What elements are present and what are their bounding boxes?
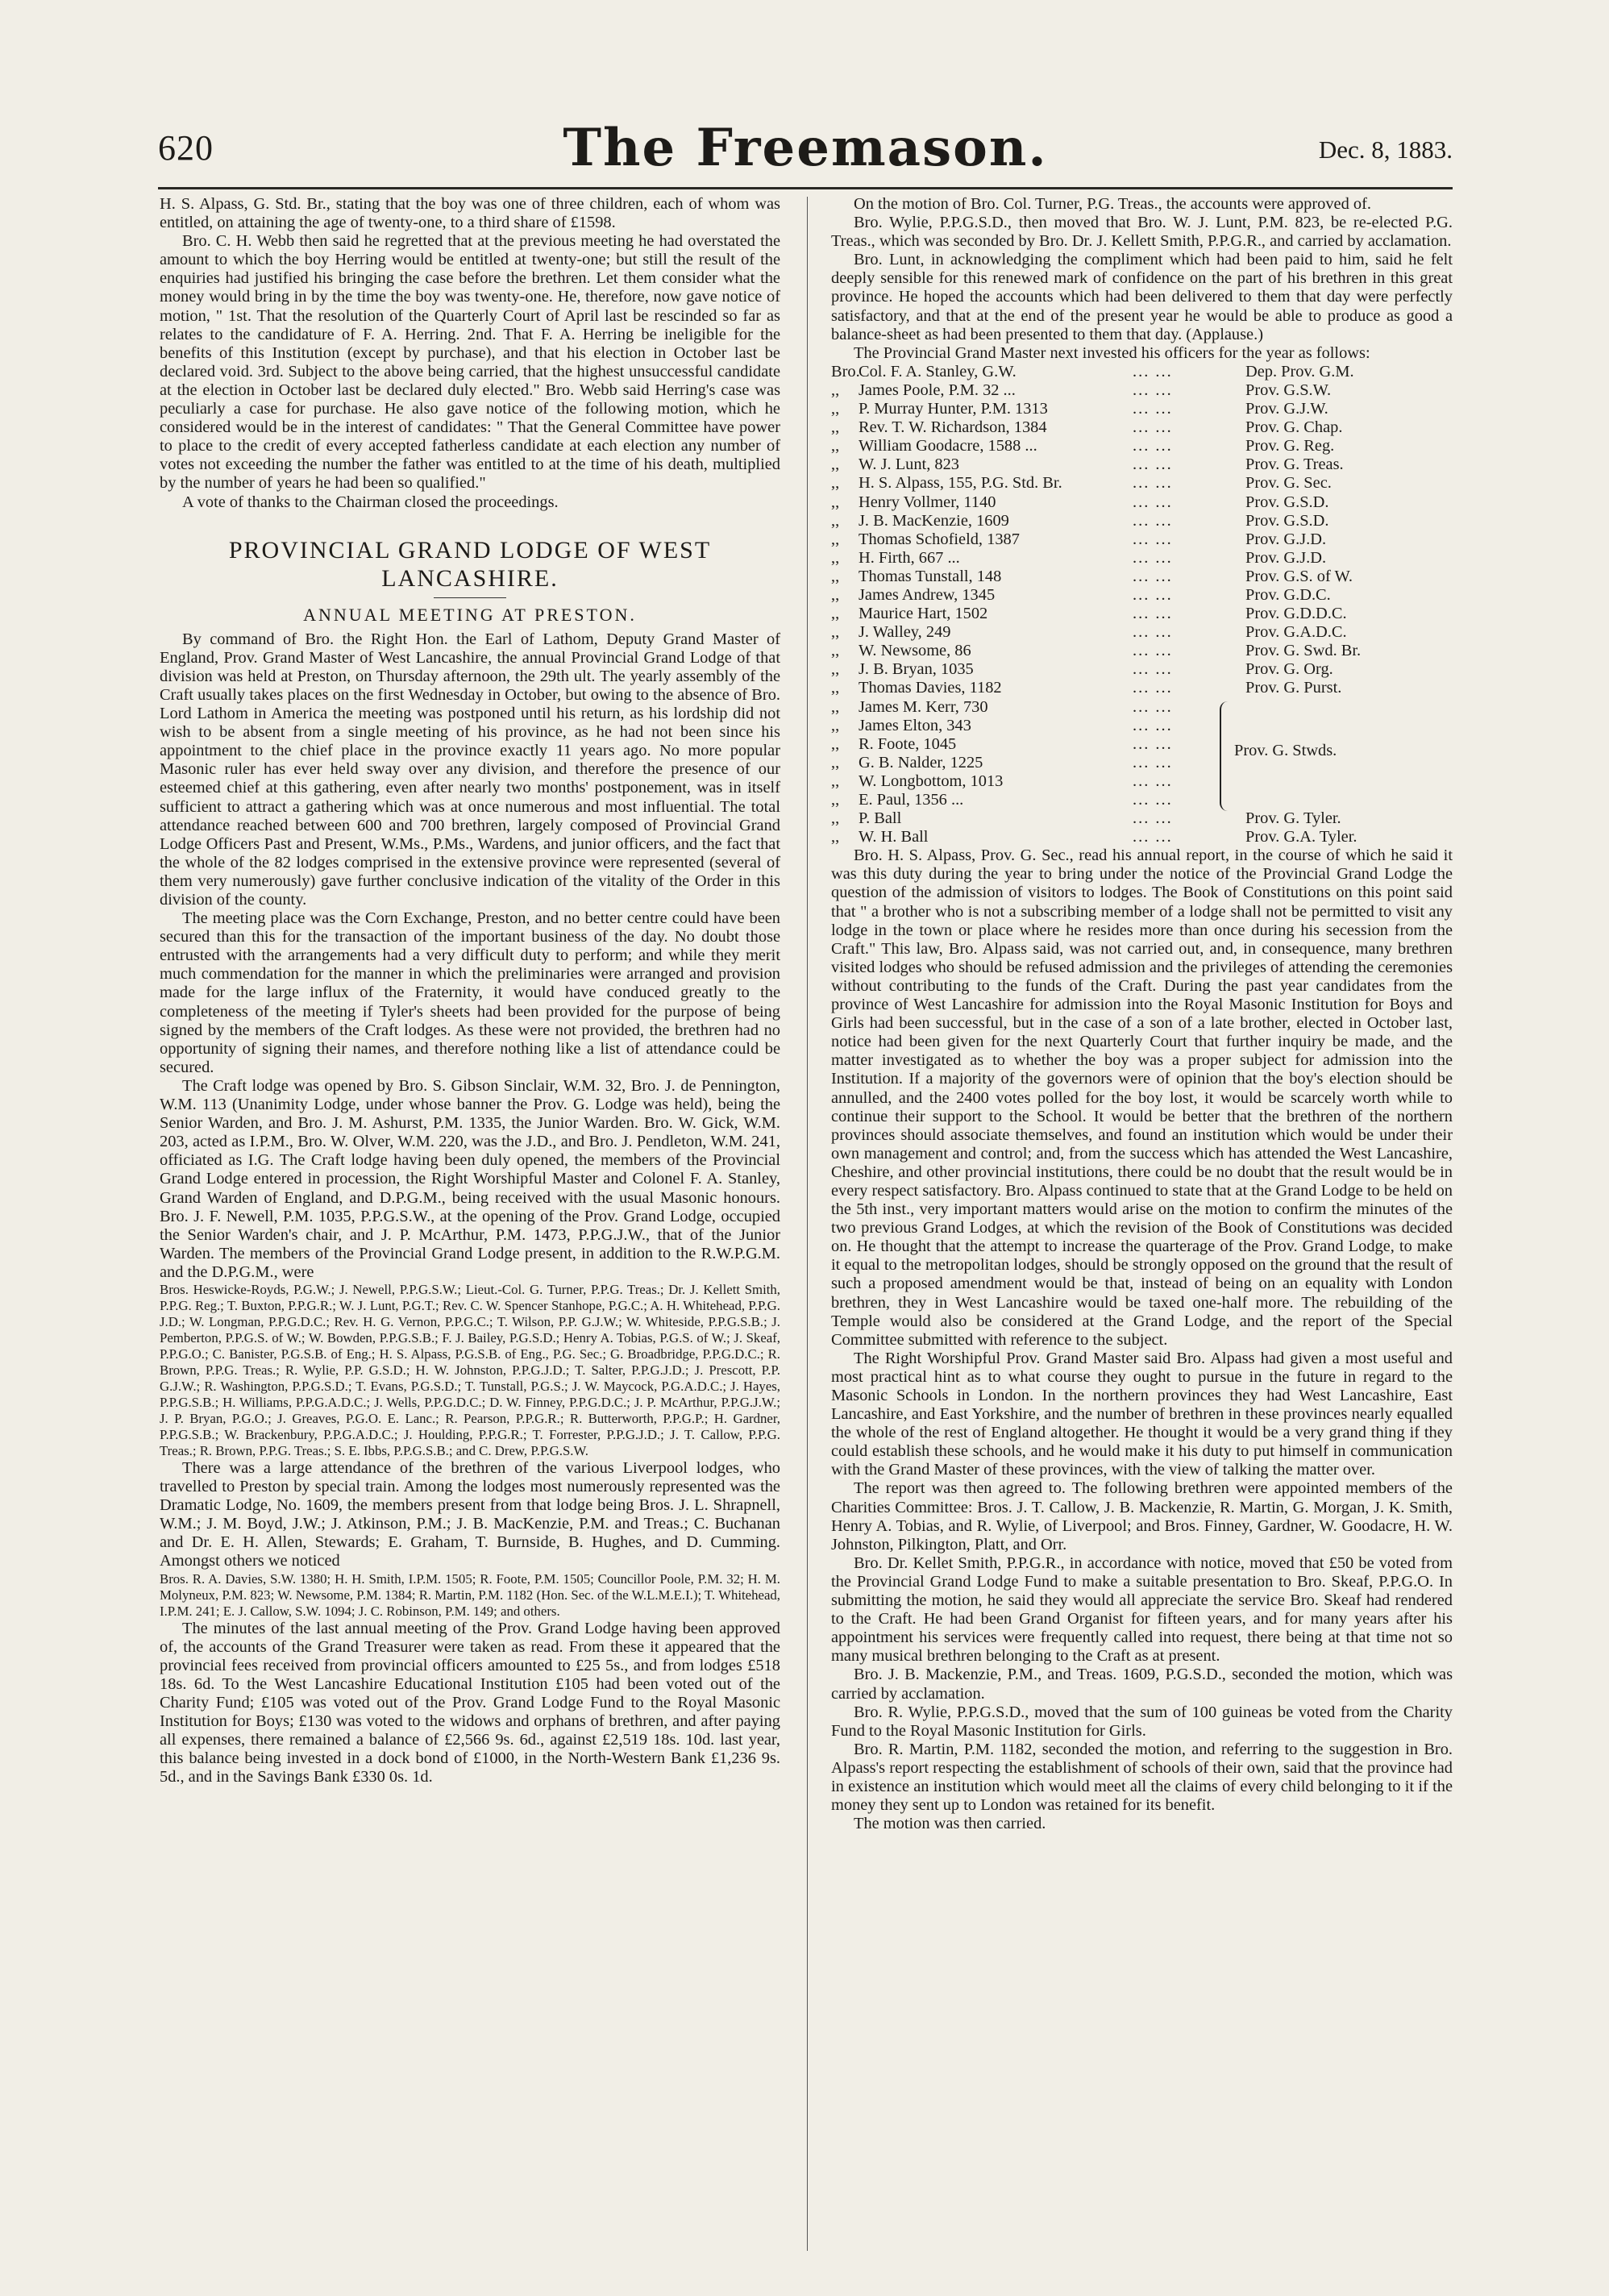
officer-prefix: ,, — [831, 697, 840, 716]
officer-prefix: ,, — [831, 585, 840, 604]
officer-office: Prov. G.A.D.C. — [1245, 623, 1347, 642]
leader-dots: ... ... — [1133, 660, 1173, 679]
paragraph: The Provincial Grand Master next invested his officers for the year as follows: — [854, 343, 1370, 362]
officer-office: Prov. G.D.D.C. — [1245, 605, 1347, 623]
paragraph: H. S. Alpass, G. Std. Br., stating that the boy was one of three children, each of whom was entitled, on attaining the age of twenty-one, to a third share of £1598. — [160, 195, 780, 232]
officer-office: Prov. G. Tyler. — [1245, 809, 1341, 828]
officer-prefix: ,, — [831, 530, 840, 548]
officer-office: Prov. G.J.D. — [1245, 548, 1327, 567]
officer-row — [831, 530, 1453, 549]
officer-row — [831, 828, 1453, 846]
officer-prefix: ,, — [831, 474, 840, 493]
officer-row — [831, 605, 1453, 623]
officer-name: William Goodacre, 1588 ... — [859, 437, 1037, 455]
officer-row — [831, 735, 1453, 754]
paragraph: Bro. J. B. Mackenzie, P.M., and Treas. 1609, P.G.S.D., seconded the motion, which was carried by acclamation. — [831, 1666, 1453, 1703]
officer-row — [831, 623, 1453, 642]
leader-dots: ... ... — [1133, 362, 1173, 381]
officer-prefix: ,, — [831, 828, 840, 846]
officer-name: E. Paul, 1356 ... — [859, 791, 964, 809]
paragraph: Bro. Lunt, in acknowledging the compliment which had been paid to him, said he felt deeply sensible for this renewed mark of confidence on the part of his brethren in this great province. He hoped the accounts which had been delivered to them that day were perfectly satisfactory, and that at the end of the present year he would be able to produce as good a balance-sheet as had been presented to them that day. (Applause.) — [831, 251, 1453, 343]
stewards-group — [831, 698, 1453, 810]
officer-name: Maurice Hart, 1502 — [859, 605, 988, 623]
leader-dots: ... ... — [1133, 697, 1173, 716]
officer-row — [831, 660, 1453, 679]
heading-rule — [434, 597, 506, 598]
officer-office: Prov. G. Purst. — [1245, 679, 1342, 697]
officer-office: Prov. G.S.W. — [1245, 381, 1332, 399]
officer-row — [831, 642, 1453, 660]
officer-prefix: ,, — [831, 623, 840, 642]
leader-dots: ... ... — [1133, 679, 1173, 697]
officer-name: Col. F. A. Stanley, G.W. — [859, 362, 1017, 381]
officer-name: Thomas Schofield, 1387 — [859, 530, 1020, 548]
officer-office: Prov. G. Org. — [1245, 660, 1333, 679]
officer-prefix: ,, — [831, 381, 840, 399]
officer-row — [831, 400, 1453, 418]
officer-name: J. B. MacKenzie, 1609 — [859, 511, 1009, 530]
officer-office: Prov. G. Sec. — [1245, 474, 1332, 493]
leader-dots: ... ... — [1133, 530, 1173, 548]
leader-dots: ... ... — [1133, 585, 1173, 604]
officer-name: James Poole, P.M. 32 ... — [859, 381, 1016, 399]
officer-row — [831, 363, 1453, 381]
officer-name: Thomas Davies, 1182 — [859, 679, 1002, 697]
paragraph: Bro. R. Wylie, P.P.G.S.D., moved that the sum of 100 guineas be voted from the Charity Fund to the Royal Masonic Institution for Girls. — [831, 1703, 1453, 1740]
officer-name: Henry Vollmer, 1140 — [859, 493, 996, 511]
officer-prefix: ,, — [831, 548, 840, 567]
leader-dots: ... ... — [1133, 418, 1173, 437]
officer-row — [831, 586, 1453, 605]
officer-row — [831, 381, 1453, 400]
officer-name: G. B. Nalder, 1225 — [859, 753, 983, 772]
officer-row — [831, 474, 1453, 493]
leader-dots: ... ... — [1133, 642, 1173, 660]
leader-dots: ... ... — [1133, 772, 1173, 790]
leader-dots: ... ... — [1133, 791, 1173, 809]
officer-office: Prov. G.J.W. — [1245, 400, 1328, 418]
officer-prefix: ,, — [831, 679, 840, 697]
page-number: 620 — [158, 128, 214, 168]
masthead — [158, 118, 1453, 190]
officer-prefix: ,, — [831, 642, 840, 660]
officer-prefix: ,, — [831, 511, 840, 530]
leader-dots: ... ... — [1133, 381, 1173, 399]
officer-name: P. Ball — [859, 809, 902, 828]
officer-prefix: ,, — [831, 605, 840, 623]
officer-name: J. B. Bryan, 1035 — [859, 660, 974, 679]
officer-name: James Elton, 343 — [859, 716, 971, 734]
officer-name: P. Murray Hunter, P.M. 1313 — [859, 400, 1048, 418]
leader-dots: ... ... — [1133, 828, 1173, 846]
paragraph: Bro. R. Martin, P.M. 1182, seconded the motion, and referring to the suggestion in Bro. Alpass's report respecting the establishment of schools of their own, said that the province had in existence an institution which would meet all the claims of every child belonging to it if the money they sent up to London was retained for its benefit. — [831, 1740, 1453, 1815]
newspaper-title: The Freemason. — [563, 118, 1048, 178]
officer-row — [831, 493, 1453, 512]
officer-prefix: ,, — [831, 455, 840, 474]
officer-prefix: ,, — [831, 437, 840, 455]
leader-dots: ... ... — [1133, 548, 1173, 567]
paragraph: The minutes of the last annual meeting of the Prov. Grand Lodge having been approved of, the accounts of the Grand Treasurer were taken as read. From these it appeared that the provincial fees received from provincial officers amounted to £25 5s., and from lodges £518 18s. 6d. To the West Lancashire Educational Institution £105 had been voted out of the Charity Fund; £105 was voted out of the Prov. Grand Lodge Fund to the Royal Masonic Institution for Boys; £130 was voted to the widows and orphans of brethren, and after paying all expenses, there remained a balance of £2,566 9s. 6d., against £2,519 18s. 10d. last year, this balance being invested in a dock bond of £1000, in the North-Western Bank £1,236 9s. 5d., and in the Savings Bank £330 0s. 1d. — [160, 1619, 780, 1786]
paragraph: The Right Worshipful Prov. Grand Master said Bro. Alpass had given a most useful and most practical hint as to what course they ought to pursue in the future in regard to the Masonic Schools in London. In the northern provinces they had West Lancashire, East Lancashire, and East Yorkshire, and the number of brethren in these provinces nearly equalled the whole of the rest of England altogether. He thought it would be a very grand thing if they could establish these schools, and he would make it his duty to put himself in communication with the Grand Master of these provinces, with the view of talking the matter over. — [831, 1349, 1453, 1479]
column-divider — [807, 197, 808, 2251]
officer-name: J. Walley, 249 — [859, 623, 951, 642]
officer-name: W. J. Lunt, 823 — [859, 455, 959, 474]
officer-office: Prov. G. Treas. — [1245, 455, 1344, 474]
paragraph: Bro. H. S. Alpass, Prov. G. Sec., read his annual report, in the course of which he said it was this duty during the year to bring under the notice of the Provincial Grand Lodge the question of the admission of visitors to lodges. The Book of Constitutions on this point said that " a brother who is not a subscribing member of a lodge shall not be permitted to visit any lodge in the town or place where he resides more than once during his secession from the Craft." This law, Bro. Alpass said, was not carried out, and, in consequence, many brethren visited lodges who should be refused admission and the privileges of attending the ceremonies without contributing to the funds of the Craft. During the past year candidates from the province of West Lancashire for admission into the Royal Masonic Institution for Boys and Girls had been successful, but in the case of a son of a late brother, elected in October last, notice had been given for the next Quarterly Court that further inquiry be made, and the matter investigated as to whether the boy was a proper subject for admission into the Institution. If a majority of the governors were of opinion that the boy's election should be annulled, and the 2400 votes polled for the boy lost, it would be scarcely worth while to continue their support to the School. It would be better that the brethren of the northern provinces should associate themselves, and found an institution which would be under their own management and control; and, from the success which has attended the West Lancashire, Cheshire, and other provincial institutions, there could be no doubt that the result would be in every respect satisfactory. Bro. Alpass continued to state that at the Grand Lodge to be held on the 5th inst., very important matters would arise on the motion to confirm the minutes of the two previous Grand Lodges, at which the revision of the Book of Constitutions was decided on. He thought that the attempt to increase the quarterage of the Prov. Grand Lodge, to make it equal to the metropolitan lodges, should be strongly opposed on the ground that the result of such a proposed amendment would be that, instead of being on an equality with London brethren, they in West Lancashire would be taxed one-half more. The rebuilding of the Temple would also be considered at the Grand Lodge, and the report of the Special Committee submitted with reference to the subject. — [831, 846, 1453, 1349]
officer-prefix: ,, — [831, 567, 840, 585]
officer-row — [831, 754, 1453, 772]
officer-row — [831, 791, 1453, 809]
paragraph: The Craft lodge was opened by Bro. S. Gibson Sinclair, W.M. 32, Bro. J. de Pennington, W.M. 113 (Unanimity Lodge, under whose banner the Prov. G. Lodge was held), being the Senior Warden, and Bro. J. M. Ashurst, P.M. 1335, the Junior Warden. Bro. W. Gick, W.M. 203, acted as I.P.M., Bro. W. Olver, W.M. 220, was the J.D., and Bro. J. Pendleton, W.M. 241, officiated as I.G. The Craft lodge having been duly opened, the members of the Provincial Grand Lodge entered in procession, the Right Worshipful Master and Colonel F. A. Stanley, Grand Warden of England, and D.P.G.M., being received with the usual Masonic honours. Bro. J. F. Newell, P.M. 1035, P.P.G.S.W., at the opening of the Prov. Grand Lodge, occupied the Senior Warden's chair, and J. P. McArthur, P.M. 1473, P.P.G.J.W., that of the Junior Warden. The members of the Provincial Grand Lodge present, in addition to the R.W.P.G.M. and the D.P.G.M., were — [160, 1076, 780, 1281]
officer-row — [831, 698, 1453, 717]
leader-dots: ... ... — [1133, 567, 1173, 585]
paragraph: The motion was then carried. — [854, 1815, 1046, 1833]
officer-name: Thomas Tunstall, 148 — [859, 567, 1002, 585]
officer-row — [831, 418, 1453, 437]
leader-dots: ... ... — [1133, 400, 1173, 418]
officer-name: Rev. T. W. Richardson, 1384 — [859, 418, 1047, 437]
leader-dots: ... ... — [1133, 455, 1173, 474]
paragraph: The meeting place was the Corn Exchange, Preston, and no better centre could have been secured than this for the transaction of the important business of the day. No doubt those entrusted with the arrangements had a very difficult duty to perform; and while they merit much commendation for the manner in which the preliminaries were arranged and provision made for the large influx of the Fraternity, it would have conduced greatly to the completeness of the meeting if Tyler's sheets had been provided for the purpose of being signed by the members of the Craft lodges. As these were not provided, the brethren had no opportunity of signing their names, and therefore nothing like a list of attendance could be secured. — [160, 909, 780, 1076]
leader-dots: ... ... — [1133, 511, 1173, 530]
officer-name: R. Foote, 1045 — [859, 734, 957, 753]
officer-prefix: ,, — [831, 418, 840, 437]
leader-dots: ... ... — [1133, 474, 1173, 493]
paragraph: Bro. Dr. Kellet Smith, P.P.G.R., in accordance with notice, moved that £50 be voted from the Provincial Grand Lodge Fund to make a suitable presentation to Bro. Skeaf, P.P.G.O. In submitting the motion, he said they would all appreciate the service Bro. Skeaf had rendered to the Craft. He had been Grand Organist for fifteen years, and for many years after his appointment his services were frequently called into request, there being at that time not so many musical brethren belonging to the Craft as at present. — [831, 1554, 1453, 1666]
paragraph: There was a large attendance of the brethren of the various Liverpool lodges, who travelled to Preston by special train. Among the lodges most numerously represented was the Dramatic Lodge, No. 1609, the members present from that lodge being Bros. J. L. Shrapnell, W.M.; J. M. Boyd, J.W.; J. Atkinson, P.M.; J. B. MacKenzie, P.M. and Treas.; C. Buchanan and Dr. E. H. Allen, Stewards; E. Graham, T. Burnside, B. Hughes, and D. Cumming. Amongst others we noticed — [160, 1458, 780, 1570]
paragraph: Bro. Wylie, P.P.G.S.D., then moved that Bro. W. J. Lunt, P.M. 823, be re-elected P.G. Treas., which was seconded by Bro. Dr. J. Kellett Smith, P.P.G.R., and carried by acclamation. — [831, 214, 1453, 251]
paragraph: Bro. C. H. Webb then said he regretted that at the previous meeting he had overstated the amount to which the boy Herring would be entitled at twenty-one; but still the result of the enquiries had justified his bringing the case before the brethren. Let them consider what the money would bring in by the time the boy was twenty-one. He, therefore, now gave notice of motion, " 1st. That the resolution of the Quarterly Court of April last be rescinded so far as relates to the candidature of F. A. Herring. 2nd. That F. A. Herring be ineligible for the benefits of this Institution (except by purchase), and that his election in October last be declared void. 3rd. Subject to the above being carried, that the highest unsuccessful candidate at the election in October last be declared duly elected." Bro. Webb said Herring's case was peculiarly a case for purchase. He also gave notice of the following motion, which he considered would be in the interest of candidates: " That the General Committee have power to place to the credit of every accepted fatherless candidate at each election any number of votes not exceeding the number the father was entitled to at the time of his death, multiplied by the number of years he had been so qualified." — [160, 232, 780, 493]
officer-office: Prov. G. Reg. — [1245, 437, 1335, 455]
paragraph: By command of Bro. the Right Hon. the Earl of Lathom, Deputy Grand Master of England, Prov. Grand Master of West Lancashire, the annual Provincial Grand Lodge of that division was held at Preston, on Thursday afternoon, the 29th ult. The yearly assembly of the Craft usually takes places on the first Wednesday in October, but owing to the absence of Bro. Lord Lathom in America the meeting was postponed until his return, as his lordship did not wish to be absent from a single meeting of his province, as he had not been since his appointment to the chief place in the province exactly 11 years ago. No more popular Masonic ruler has ever held sway over any division, and therefore the presence of our esteemed chief at this gathering, even after nearly two months' postponement, was in itself sufficient to attract a gathering which was at once numerous and most influential. The total attendance reached between 600 and 700 brethren, largely composed of Provincial Grand Lodge Officers Past and Present, W.Ms., P.Ms., Wardens, and junior officers, and the fact that the whole of the 82 lodges comprised in the extensive province were represented (several of them very numerously) gave further conclusive indication of the vitality of the Order in this division of the county. — [160, 630, 780, 909]
attendance-list: Bros. Heswicke-Royds, P.G.W.; J. Newell, P.P.G.S.W.; Lieut.-Col. G. Turner, P.P.G. Treas.; Dr. J. Kellett Smith, P.P.G. Reg.; T. Buxton, P.P.G.R.; W. J. Lunt, P.G.T.; Rev. C. W. Spencer Stanhope, P.G.C.; A. H. Whitehead, P.P.G. J.D.; W. Longman, P.P.G.D.C.; Rev. H. G. Vernon, P.P.G.C.; T. Wilson, P.P. G.J.W.; W. Whiteside, P.P.G.S.B.; J. Pemberton, P.P.G.S. of W.; W. Bowden, P.P.G.S.B.; F. J. Bailey, P.G.S.D.; Henry A. Tobias, P.G.S. of W.; J. Skeaf, P.P.G.O.; C. Banister, P.G.S.B. of Eng.; H. S. Alpass, P.G.S.B. of Eng., P.G. Sec.; G. Broadbridge, P.P.G.D.C.; R. Brown, P.P.G. Treas.; R. Wylie, P.P. G.S.D.; H. W. Johnston, P.P.G.J.D.; T. Salter, P.P.G.J.D.; J. Prescott, P.P. G.J.W.; R. Washington, P.P.G.S.D.; T. Evans, P.G.S.D.; T. Tunstall, P.G.S.; J. W. Maycock, P.G.A.D.C.; J. Hayes, P.P.G.S.B.; H. Williams, P.P.G.A.D.C.; J. Wells, P.P.G.D.C.; D. W. Finney, P.P.G.D.C.; J. P. McArthur, P.P.G.J.W.; J. P. Bryan, P.G.O.; J. Greaves, P.G.O. E. Lanc.; R. Pearson, P.P.G.R.; R. Butterworth, P.P.G.P.; H. Gardner, P.P.G.S.B.; W. Brackenbury, P.P.G.A.D.C.; J. Houlding, P.P.G.R.; T. Forrester, P.P.G.J.D.; J. T. Callow, P.P.G. Treas.; R. Brown, P.P.G. Treas.; S. E. Ibbs, P.P.G.S.B.; and C. Drew, P.P.G.S.W. — [160, 1281, 780, 1458]
officer-row — [831, 455, 1453, 474]
officer-office: Prov. G.S.D. — [1245, 511, 1329, 530]
officer-prefix: ,, — [831, 400, 840, 418]
officer-row — [831, 549, 1453, 568]
brace — [1220, 701, 1231, 811]
officers-list — [831, 363, 1453, 698]
officer-name: H. S. Alpass, 155, P.G. Std. Br. — [859, 474, 1062, 493]
leader-dots: ... ... — [1133, 753, 1173, 772]
officer-name: W. H. Ball — [859, 828, 929, 846]
officer-name: W. Newsome, 86 — [859, 642, 971, 660]
officer-row — [831, 772, 1453, 791]
paragraph: The report was then agreed to. The following brethren were appointed members of the Charities Committee: Bros. J. T. Callow, J. B. Mackenzie, R. Martin, G. Morgan, J. K. Smith, Henry A. Tobias, and R. Wylie, of Liverpool; and Bros. Finney, Gardner, W. Goodacre, H. W. Johnston, Pilkington, Platt, and Orr. — [831, 1479, 1453, 1554]
masthead-rule — [158, 187, 1453, 189]
paragraph: A vote of thanks to the Chairman closed the proceedings. — [182, 493, 559, 511]
leader-dots: ... ... — [1133, 809, 1173, 828]
officer-prefix: ,, — [831, 734, 840, 753]
stewards-office: Prov. G. Stwds. — [1234, 741, 1337, 759]
paragraph: On the motion of Bro. Col. Turner, P.G. Treas., the accounts were approved of. — [854, 195, 1371, 213]
issue-date: Dec. 8, 1883. — [1318, 135, 1453, 164]
officer-office: Prov. G.S. of W. — [1245, 567, 1353, 585]
officer-prefix: ,, — [831, 772, 840, 790]
officer-office: Prov. G.J.D. — [1245, 530, 1327, 548]
officer-name: James Andrew, 1345 — [859, 585, 996, 604]
officer-row — [831, 437, 1453, 455]
officers-list-tail — [831, 809, 1453, 846]
leader-dots: ... ... — [1133, 734, 1173, 753]
leader-dots: ... ... — [1133, 716, 1173, 734]
officer-name: W. Longbottom, 1013 — [859, 772, 1004, 790]
officer-prefix: ,, — [831, 791, 840, 809]
officer-prefix: ,, — [831, 716, 840, 734]
officer-office: Dep. Prov. G.M. — [1245, 362, 1354, 381]
officer-prefix: ,, — [831, 753, 840, 772]
officer-row — [831, 568, 1453, 586]
officer-office: Prov. G. Chap. — [1245, 418, 1343, 437]
leader-dots: ... ... — [1133, 493, 1173, 511]
officer-prefix: ,, — [831, 660, 840, 679]
officer-office: Prov. G. Swd. Br. — [1245, 642, 1362, 660]
officer-name: H. Firth, 667 ... — [859, 548, 960, 567]
right-column — [831, 195, 1453, 1833]
leader-dots: ... ... — [1133, 605, 1173, 623]
officer-office: Prov. G.D.C. — [1245, 585, 1331, 604]
officer-office: Prov. G.S.D. — [1245, 493, 1329, 511]
officer-row — [831, 679, 1453, 697]
attendance-list: Bros. R. A. Davies, S.W. 1380; H. H. Smith, I.P.M. 1505; R. Foote, P.M. 1505; Councillor Poole, P.M. 32; H. M. Molyneux, P.M. 823; W. Newsome, P.M. 1384; R. Martin, P.M. 1182 (Hon. Sec. of the W.L.M.E.I.); T. Whitehead, I.P.M. 241; E. J. Callow, S.W. 1094; J. C. Robinson, P.M. 149; and others. — [160, 1570, 780, 1619]
officer-prefix: Bro. — [831, 362, 860, 381]
officer-name: James M. Kerr, 730 — [859, 697, 988, 716]
officer-office: Prov. G.A. Tyler. — [1245, 828, 1357, 846]
officer-row — [831, 809, 1453, 828]
officer-row — [831, 717, 1453, 735]
officer-prefix: ,, — [831, 493, 840, 511]
officer-row — [831, 512, 1453, 530]
article-heading: PROVINCIAL GRAND LODGE OF WEST LANCASHIRE. — [228, 536, 712, 592]
article-subheading: ANNUAL MEETING AT PRESTON. — [303, 604, 637, 625]
officer-prefix: ,, — [831, 809, 840, 828]
leader-dots: ... ... — [1133, 437, 1173, 455]
left-column — [160, 195, 780, 1786]
leader-dots: ... ... — [1133, 623, 1173, 642]
